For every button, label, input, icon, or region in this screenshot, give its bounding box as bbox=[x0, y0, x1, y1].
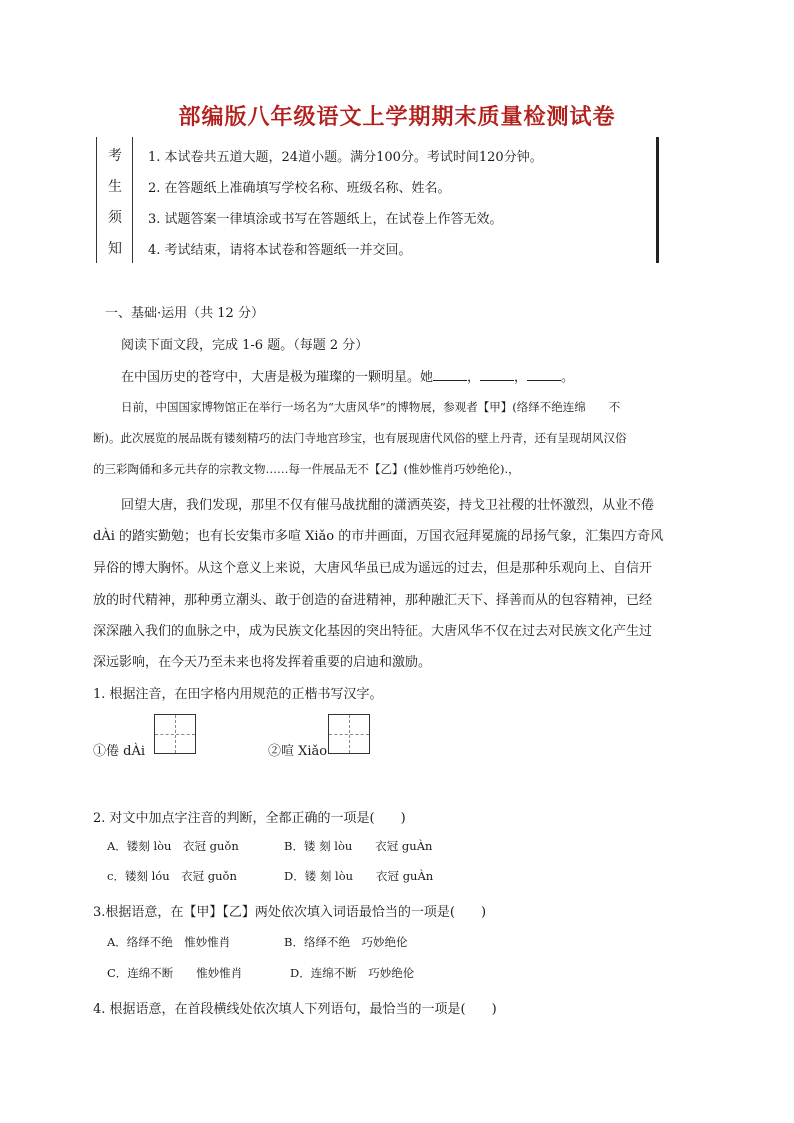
passage-p2-line-3: 异俗的博大胸怀。从这个意义上来说，大唐风华虽已成为遥远的过去，但是那种乐观向上、自信开 bbox=[93, 561, 653, 576]
exam-notice-box bbox=[96, 137, 659, 263]
question-1: 1. 根据注音，在田字格内用规范的正楷书写汉字。 bbox=[93, 687, 383, 702]
notice-key-1: 考 bbox=[108, 148, 122, 164]
intro-sentence bbox=[121, 366, 574, 385]
notice-rule-2: 2. 在答题纸上准确填写学校名称、班级名称、姓名。 bbox=[148, 181, 451, 196]
passage-p2-line-1: 回望大唐，我们发现，那里不仅有催马战扰酣的潇洒英姿，持戈卫社稷的壮怀激烈，从业不倦 bbox=[121, 498, 655, 513]
question-2: 2. 对文中加点字注音的判断，全都正确的一项是( ) bbox=[93, 811, 406, 826]
q1-item-2-label: ②喧 Xiǎo bbox=[268, 744, 328, 759]
passage-p2-line-6: 深远影响，在今天乃至未来也将发挥着重要的启迪和激励。 bbox=[93, 655, 432, 670]
box-divider bbox=[132, 137, 133, 263]
blank-2[interactable] bbox=[480, 368, 514, 381]
notice-rule-1: 1. 本试卷共五道大题，24道小题。满分100分。考试时间120分钟。 bbox=[148, 150, 543, 165]
notice-key-4: 知 bbox=[108, 241, 122, 257]
intro-prefix: 在中国历史的苍穹中，大唐是极为璀璨的一颗明星。她 bbox=[121, 370, 434, 385]
passage-p2-line-2: dÀi 的踏实勤勉；也有长安集市多喧 Xiǎo 的市井画面，万国衣冠拜冕旒的昂扬气象，汇集四方奇风 bbox=[93, 529, 664, 544]
q3-option-a[interactable]: A．络绎不绝 惟妙惟肖 bbox=[107, 935, 231, 949]
section-heading: 一、基础·运用（共 12 分） bbox=[105, 306, 264, 321]
q1-tianzige-1[interactable] bbox=[154, 714, 196, 754]
notice-key-3: 须 bbox=[108, 210, 122, 226]
q2-option-c[interactable]: c．镂刻 lóu 衣冠 guǒn bbox=[107, 869, 237, 883]
q3-option-d[interactable]: D．连绵不断 巧妙绝伦 bbox=[290, 966, 415, 980]
box-right-border bbox=[656, 137, 659, 263]
q2-option-a[interactable]: A．镂刻 lòu 衣冠 guǒn bbox=[107, 839, 239, 853]
q1-item-1-label: ①倦 dÀi bbox=[93, 744, 146, 759]
passage-p1-line-3: 的三彩陶俑和多元共存的宗教文物……每一件展品无不【乙】(惟妙惟肖巧妙绝伦).， bbox=[93, 462, 520, 476]
notice-key-2: 生 bbox=[108, 179, 122, 195]
intro-sep-1: ， bbox=[467, 370, 481, 385]
intro-end: 。 bbox=[561, 370, 575, 385]
question-4: 4. 根据语意，在首段横线处依次填人下列语句，最恰当的一项是( ) bbox=[93, 1002, 497, 1017]
blank-3[interactable] bbox=[527, 368, 561, 381]
passage-p1-line-2: 断)。此次展览的展品既有镂刻精巧的法门寺地宫珍宝，也有展现唐代风俗的壁上丹青，还有呈现胡风汉俗 bbox=[93, 431, 627, 445]
question-3: 3.根据语意，在【甲】【乙】两处依次填入词语最恰当的一项是( ) bbox=[93, 905, 487, 920]
passage-p1-line-1: 日前，中国国家博物馆正在举行一场名为“大唐风华”的博物展，参观者【甲】(络绎不绝连绵 不 bbox=[121, 400, 621, 414]
q1-tianzige-2[interactable] bbox=[328, 714, 370, 754]
passage-p2-line-5: 深深融入我们的血脉之中，成为民族文化基因的突出特征。大唐风华不仅在过去对民族文化产生过 bbox=[93, 624, 653, 639]
q2-option-b[interactable]: B．镂 刻 lòu 衣冠 guÀn bbox=[284, 839, 433, 853]
intro-sep-2: ， bbox=[514, 370, 528, 385]
section-instruction: 阅读下面文段，完成 1-6 题。（每题 2 分） bbox=[121, 338, 369, 353]
notice-rule-3: 3. 试题答案一律填涂或书写在答题纸上，在试卷上作答无效。 bbox=[148, 212, 503, 227]
box-left-border bbox=[96, 137, 97, 263]
blank-1[interactable] bbox=[433, 368, 467, 381]
q2-option-d[interactable]: D．镂 刻 lòu 衣冠 guÀn bbox=[284, 869, 434, 883]
notice-rule-4: 4. 考试结束，请将本试卷和答题纸一并交回。 bbox=[148, 243, 412, 258]
page-title: 部编版八年级语文上学期期末质量检测试卷 bbox=[178, 104, 616, 130]
q3-option-b[interactable]: B．络绎不绝 巧妙绝伦 bbox=[284, 935, 408, 949]
passage-p2-line-4: 放的时代精神，那种勇立潮头、敢于创造的奋进精神，那种融汇天下、择善而从的包容精神，已经 bbox=[93, 593, 653, 608]
q3-option-c[interactable]: C．连绵不断 惟妙惟肖 bbox=[107, 966, 243, 980]
